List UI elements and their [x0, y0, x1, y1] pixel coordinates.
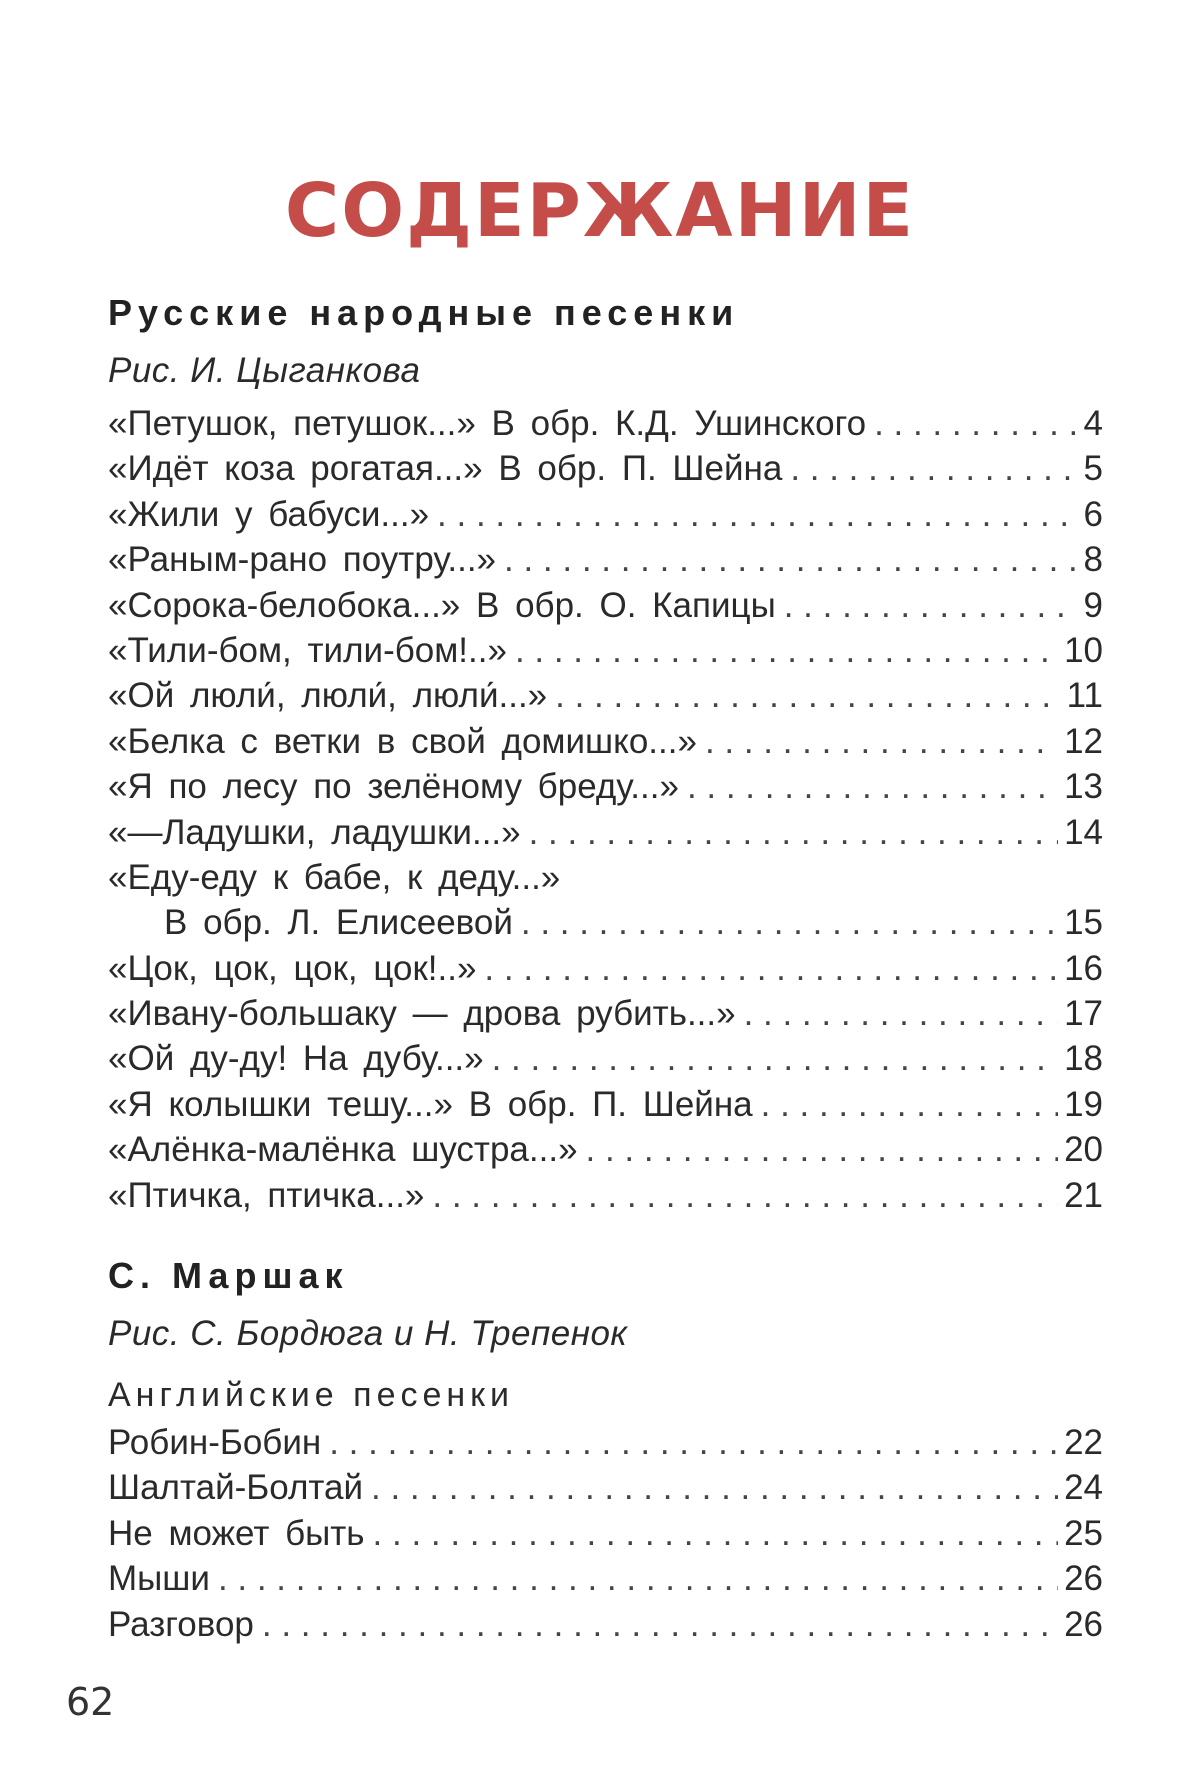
toc-entry-title: «Я колышки тешу...» В обр. П. Шейна	[108, 1084, 753, 1124]
toc-entry-title: Разговор	[108, 1604, 254, 1644]
toc-entry-title: «—Ладушки, ладушки...»	[108, 812, 521, 852]
toc-entry-page: 15	[1064, 903, 1103, 943]
toc-entry-title: «Ой ду-ду! На дубу...»	[108, 1039, 484, 1079]
toc-entry	[108, 628, 1103, 673]
toc-leader-dots	[555, 673, 1061, 718]
toc-entry	[108, 1420, 1103, 1465]
toc-leader-dots	[484, 946, 1058, 991]
toc-entry	[108, 446, 1103, 491]
toc-entry	[108, 900, 1103, 945]
toc-entry	[108, 1127, 1103, 1172]
toc-leader-dots	[329, 1420, 1058, 1465]
toc-entry	[108, 401, 1103, 446]
toc-entry-page: 9	[1083, 585, 1103, 625]
toc-leader-dots	[790, 446, 1075, 491]
toc-section-russian-songs	[108, 285, 1103, 1218]
toc-entry-title: «Ивану-большаку — дрова рубить...»	[108, 994, 736, 1034]
toc-entry-title: «Птичка, птичка...»	[108, 1175, 425, 1215]
section-illustrator: Рис. И. Цыганкова	[108, 351, 421, 390]
toc-entry-title: «Петушок, петушок...» В обр. К.Д. Ушинского	[108, 404, 867, 443]
toc-entry-title: «Еду-еду к бабе, к деду...»	[108, 857, 561, 897]
toc-entry	[108, 1511, 1103, 1556]
toc-entry-page: 10	[1064, 630, 1103, 670]
section-subheading: Английские песенки	[108, 1376, 515, 1415]
toc-entry	[108, 991, 1103, 1036]
toc-entry	[108, 810, 1103, 855]
toc-entry	[108, 1173, 1103, 1218]
toc-entry	[108, 1556, 1103, 1601]
toc-entry	[108, 583, 1103, 628]
toc-leader-dots	[586, 1127, 1059, 1172]
toc-entry-page: 18	[1064, 1039, 1103, 1079]
toc-entry-page: 25	[1064, 1513, 1103, 1553]
page-title: СОДЕРЖАНИЕ	[284, 168, 916, 254]
toc-entry-title: «Раным-рано поутру...»	[108, 540, 497, 580]
toc-entry	[108, 719, 1103, 764]
table-of-contents	[108, 285, 1103, 1647]
toc-entry-title: «Ой люли́, люли́, люли́...»	[108, 676, 548, 716]
toc-leader-dots	[515, 628, 1058, 673]
toc-entry-page: 26	[1064, 1604, 1103, 1644]
toc-entry-title: «Алёнка-малёнка шустра...»	[108, 1130, 578, 1170]
toc-entry-title: Шалтай-Болтай	[108, 1468, 364, 1508]
toc-entry	[108, 1602, 1103, 1647]
toc-entry-title: Мыши	[108, 1559, 210, 1599]
toc-leader-dots	[529, 810, 1058, 855]
toc-entry-page: 6	[1083, 494, 1103, 534]
toc-leader-dots	[504, 537, 1075, 582]
section-heading: Русские народные песенки	[108, 292, 740, 333]
toc-entry-page: 13	[1064, 767, 1103, 807]
toc-leader-dots	[371, 1465, 1058, 1510]
toc-leader-dots	[432, 1173, 1058, 1218]
toc-entry-title: Не может быть	[108, 1513, 365, 1553]
toc-leader-dots	[874, 401, 1075, 446]
toc-leader-dots	[492, 1036, 1058, 1081]
toc-entry-title: «Тили-бом, тили-бом!..»	[108, 630, 507, 670]
toc-leader-dots	[262, 1602, 1058, 1647]
toc-entry-first-line	[108, 855, 1103, 900]
toc-entry-page: 11	[1066, 676, 1103, 716]
toc-leader-dots	[761, 1082, 1058, 1127]
toc-entry-page: 5	[1083, 449, 1103, 489]
toc-entry	[108, 1465, 1103, 1510]
toc-leader-dots	[521, 900, 1058, 945]
page-number: 62	[66, 1680, 115, 1724]
toc-section-marshak	[108, 1248, 1103, 1647]
toc-entry-page: 22	[1064, 1423, 1103, 1463]
toc-entry-title: «Белка с ветки в свой домишко...»	[108, 721, 697, 761]
toc-entry-page: 8	[1083, 540, 1103, 580]
section-heading: С. Маршак	[108, 1255, 349, 1297]
toc-entry	[108, 946, 1103, 991]
toc-entry-page: 20	[1064, 1130, 1103, 1170]
toc-leader-dots	[687, 764, 1058, 809]
toc-entry-title: «Я по лесу по зелёному бреду...»	[108, 767, 679, 807]
toc-list	[108, 401, 1103, 1218]
toc-entry-title: «Идёт коза рогатая...» В обр. П. Шейна	[108, 449, 783, 489]
toc-entry-page: 16	[1064, 948, 1103, 988]
toc-entry-page: 12	[1064, 721, 1103, 761]
section-spacer	[108, 1218, 1103, 1248]
toc-entry	[108, 1082, 1103, 1127]
toc-entry-page: 24	[1064, 1468, 1103, 1508]
toc-entry-title: Робин-Бобин	[108, 1423, 322, 1463]
toc-entry	[108, 673, 1103, 718]
toc-entry-title: «Цок, цок, цок, цок!..»	[108, 948, 477, 988]
toc-entry	[108, 492, 1103, 537]
toc-leader-dots	[744, 991, 1058, 1036]
toc-entry-page: 14	[1064, 812, 1103, 852]
section-illustrator: Рис. С. Бордюга и Н. Трепенок	[108, 1314, 628, 1354]
toc-entry-page: 17	[1064, 994, 1103, 1034]
toc-list	[108, 1420, 1103, 1647]
toc-entry-page: 21	[1064, 1175, 1103, 1215]
toc-entry-title: «Сорока-белобока...» В обр. О. Капицы	[108, 585, 776, 625]
toc-entry	[108, 537, 1103, 582]
toc-entry	[108, 764, 1103, 809]
toc-entry-page: 19	[1064, 1084, 1103, 1124]
toc-leader-dots	[373, 1511, 1059, 1556]
toc-leader-dots	[437, 492, 1075, 537]
toc-entry-page: 26	[1064, 1559, 1103, 1599]
toc-leader-dots	[218, 1556, 1058, 1601]
toc-entry	[108, 1036, 1103, 1081]
toc-leader-dots	[784, 583, 1075, 628]
toc-entry-title: «Жили у бабуси...»	[108, 494, 430, 534]
toc-entry-page: 4	[1083, 404, 1103, 443]
toc-entry-continuation: В обр. Л. Елисеевой	[164, 903, 513, 943]
toc-leader-dots	[705, 719, 1058, 764]
